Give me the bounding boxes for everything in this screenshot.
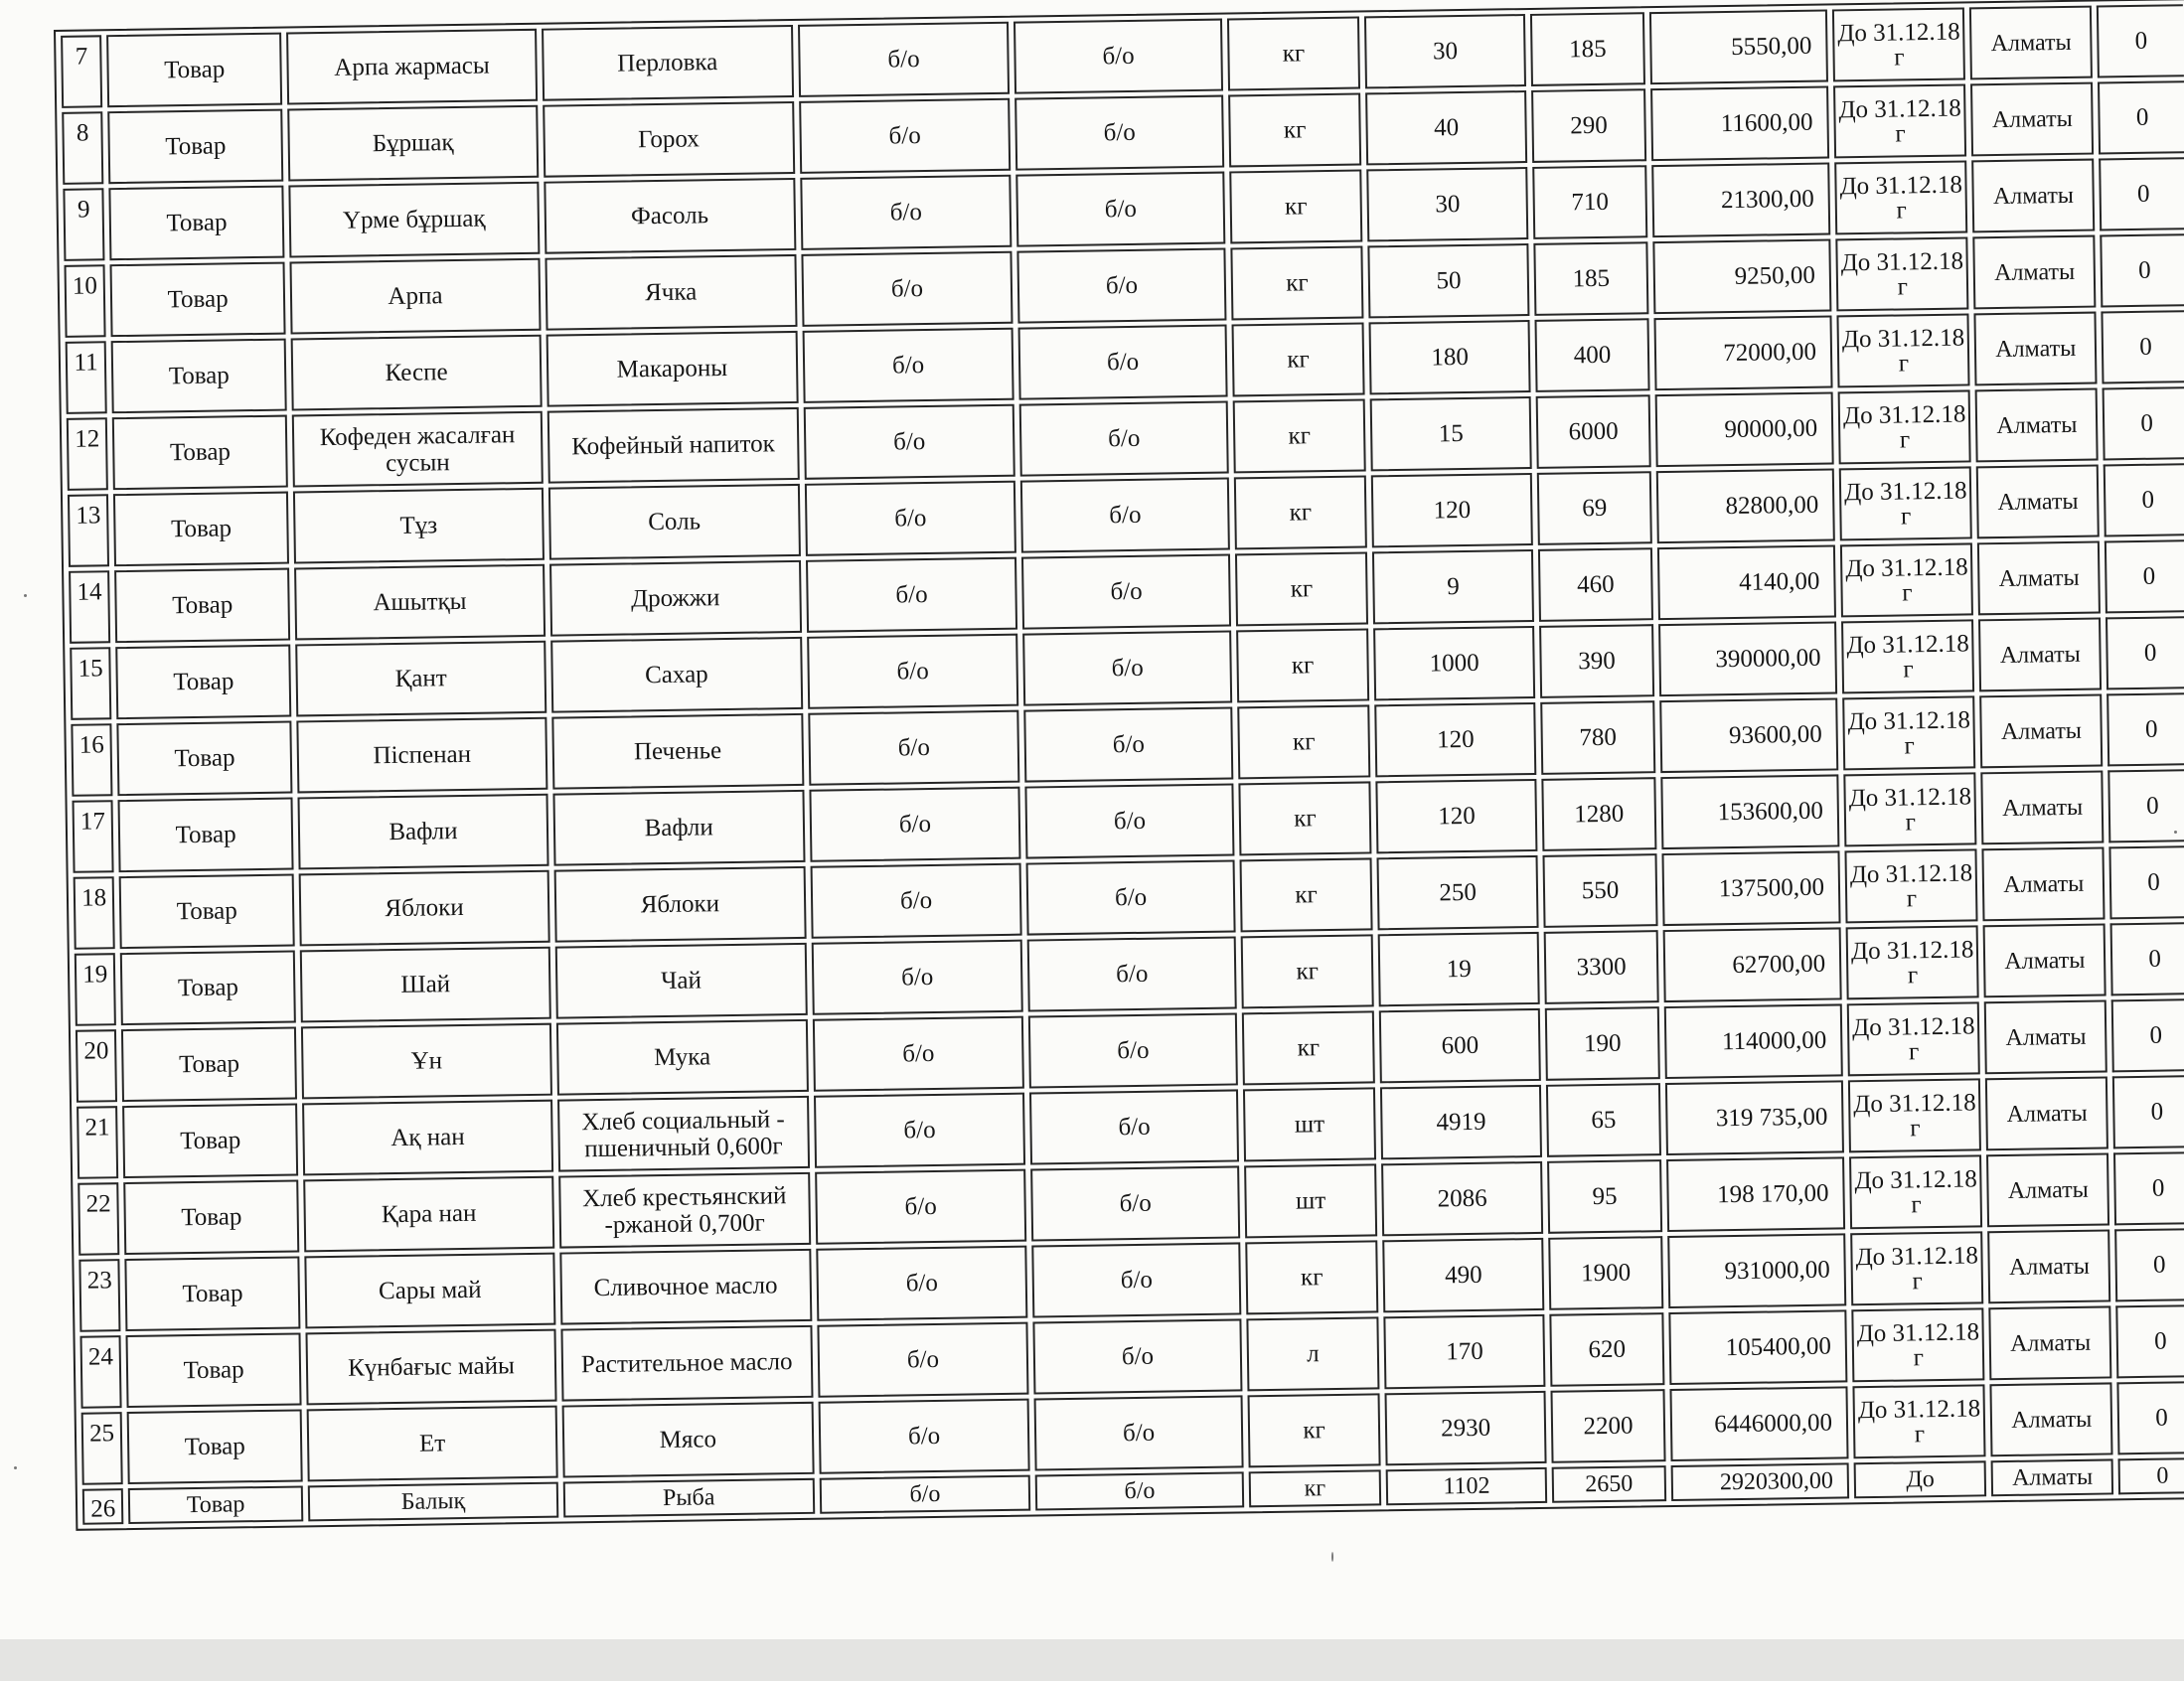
cell-unit: кг: [1227, 17, 1361, 91]
cell-col5: б/о: [814, 1093, 1026, 1168]
cell-name-kz: Ақ нан: [302, 1100, 553, 1176]
cell-type: Товар: [106, 33, 282, 108]
cell-qty: 40: [1365, 90, 1527, 165]
cell-last: 0: [2103, 386, 2184, 460]
cell-price: 3300: [1544, 930, 1659, 1004]
cell-deadline: До 31.12.18 г: [1834, 160, 1968, 234]
cell-name-kz: Сары май: [304, 1253, 555, 1329]
cell-place: Алматы: [1978, 618, 2102, 692]
cell-col6: б/о: [1017, 248, 1226, 324]
cell-place: Алматы: [1973, 235, 2097, 310]
cell-sum: 931000,00: [1667, 1233, 1846, 1308]
cell-col5: б/о: [812, 1016, 1024, 1092]
cell-price: 185: [1530, 12, 1645, 86]
cell-type: Товар: [128, 1485, 303, 1524]
cell-col5: б/о: [819, 1475, 1030, 1514]
cell-col6: б/о: [1029, 1089, 1238, 1164]
cell-name-ru: Яблоки: [553, 866, 806, 943]
cell-col6: б/о: [1030, 1165, 1239, 1241]
cell-qty: 1000: [1373, 626, 1535, 700]
cell-type: Товар: [107, 109, 283, 185]
cell-name-kz: Арпа жармасы: [286, 29, 538, 105]
cell-sum: 137500,00: [1661, 850, 1840, 926]
cell-deadline: До: [1854, 1460, 1987, 1498]
cell-name-kz: Яблоки: [299, 870, 550, 947]
cell-name-kz: Үрме бұршақ: [288, 182, 540, 258]
cell-sum: 21300,00: [1651, 163, 1830, 238]
cell-sum: 2920300,00: [1671, 1462, 1850, 1501]
cell-col5: б/о: [805, 481, 1017, 556]
cell-price: 1280: [1541, 777, 1656, 851]
cell-type: Товар: [111, 339, 287, 414]
cell-sum: 4140,00: [1657, 544, 1836, 620]
cell-type: Товар: [117, 721, 293, 797]
cell-sum: 6446000,00: [1669, 1386, 1848, 1461]
cell-no: 8: [62, 111, 103, 185]
cell-price: 95: [1547, 1159, 1662, 1234]
cell-col6: б/о: [1025, 783, 1234, 858]
cell-qty: 180: [1369, 320, 1531, 394]
cell-name-ru: Чай: [555, 943, 808, 1019]
cell-unit: кг: [1247, 1393, 1381, 1467]
cell-last: 0: [2106, 692, 2184, 766]
cell-name-kz: Балық: [308, 1482, 558, 1522]
cell-name-kz: Бұршақ: [287, 105, 539, 182]
cell-name-ru: Мясо: [561, 1402, 814, 1478]
cell-qty: 30: [1366, 167, 1528, 241]
cell-type: Товар: [109, 186, 285, 261]
scan-bottom-strip: [0, 1639, 2184, 1681]
cell-name-kz: Вафли: [298, 794, 549, 870]
cell-price: 620: [1549, 1312, 1664, 1387]
goods-table: [54, 0, 2184, 1531]
cell-qty: 2930: [1385, 1391, 1547, 1465]
cell-unit: кг: [1229, 169, 1363, 243]
cell-deadline: До 31.12.18 г: [1844, 848, 1978, 923]
cell-sum: 105400,00: [1668, 1309, 1847, 1385]
cell-qty: 120: [1376, 779, 1538, 853]
cell-sum: 5550,00: [1649, 10, 1828, 85]
cell-last: 0: [2110, 922, 2184, 995]
cell-qty: 1102: [1386, 1467, 1547, 1505]
scan-speck: [14, 1466, 17, 1469]
cell-no: 16: [71, 723, 112, 797]
cell-sum: 72000,00: [1653, 315, 1832, 390]
cell-col5: б/о: [816, 1246, 1028, 1321]
cell-price: 400: [1534, 318, 1649, 392]
cell-type: Товар: [121, 1026, 297, 1102]
cell-last: 0: [2104, 463, 2184, 536]
cell-no: 23: [78, 1259, 120, 1332]
cell-col5: б/о: [818, 1399, 1030, 1474]
cell-deadline: До 31.12.18 г: [1832, 7, 1966, 81]
cell-place: Алматы: [1984, 999, 2107, 1074]
cell-deadline: До 31.12.18 г: [1849, 1154, 1983, 1229]
cell-no: 13: [68, 494, 109, 567]
cell-col6: б/о: [1014, 19, 1222, 94]
cell-type: Товар: [113, 492, 289, 567]
scan-speck: [1331, 1552, 1333, 1562]
cell-unit: кг: [1239, 857, 1373, 932]
cell-col5: б/о: [808, 710, 1020, 786]
cell-type: Товар: [112, 415, 288, 491]
cell-col5: б/о: [809, 787, 1021, 862]
cell-unit: шт: [1243, 1087, 1377, 1161]
cell-no: 15: [70, 647, 111, 720]
cell-no: 10: [65, 264, 106, 338]
cell-last: 0: [2097, 4, 2184, 77]
cell-name-ru: Соль: [548, 484, 801, 560]
cell-no: 24: [80, 1335, 122, 1409]
cell-deadline: До 31.12.18 г: [1848, 1078, 1982, 1152]
cell-place: Алматы: [1969, 6, 2093, 80]
cell-col6: б/о: [1034, 1395, 1243, 1470]
cell-deadline: До 31.12.18 г: [1846, 925, 1980, 999]
cell-last: 0: [2106, 616, 2184, 689]
cell-unit: кг: [1248, 1469, 1381, 1507]
cell-unit: кг: [1231, 322, 1365, 396]
cell-col6: б/о: [1021, 553, 1230, 629]
cell-deadline: До 31.12.18 г: [1833, 83, 1967, 158]
cell-sum: 390000,00: [1658, 621, 1837, 696]
cell-name-ru: Кофейный напиток: [547, 407, 800, 484]
cell-place: Алматы: [1981, 770, 2105, 844]
cell-name-kz: Ұн: [301, 1023, 552, 1100]
cell-unit: шт: [1244, 1163, 1378, 1238]
cell-col6: б/о: [1020, 478, 1229, 553]
cell-unit: кг: [1228, 92, 1362, 167]
cell-col5: б/о: [817, 1322, 1029, 1398]
cell-deadline: До 31.12.18 г: [1841, 619, 1975, 693]
cell-col5: б/о: [811, 940, 1023, 1015]
cell-qty: 19: [1378, 932, 1540, 1006]
cell-no: 17: [73, 800, 114, 873]
cell-sum: 9250,00: [1652, 238, 1831, 314]
cell-qty: 250: [1377, 855, 1539, 930]
cell-qty: 50: [1368, 243, 1530, 318]
cell-type: Товар: [127, 1409, 303, 1484]
cell-name-ru: Горох: [543, 101, 795, 178]
cell-deadline: До 31.12.18 г: [1851, 1307, 1985, 1382]
cell-last: 0: [2102, 310, 2184, 383]
cell-sum: 319 735,00: [1665, 1080, 1844, 1155]
cell-unit: кг: [1230, 245, 1364, 320]
cell-name-ru: Растительное масло: [560, 1325, 813, 1402]
cell-name-ru: Фасоль: [544, 178, 796, 254]
cell-name-kz: Кофеден жасалған сусын: [292, 411, 544, 488]
cell-col5: б/о: [815, 1169, 1027, 1245]
cell-deadline: До 31.12.18 г: [1836, 313, 1970, 387]
cell-name-kz: Қара нан: [303, 1176, 554, 1253]
cell-name-ru: Сахар: [550, 637, 803, 713]
cell-price: 390: [1539, 624, 1654, 698]
cell-price: 550: [1542, 853, 1657, 928]
cell-type: Товар: [123, 1179, 299, 1255]
cell-last: 0: [2100, 233, 2184, 307]
cell-col6: б/о: [1016, 172, 1225, 247]
cell-qty: 120: [1371, 473, 1533, 547]
cell-no: 18: [74, 876, 115, 950]
cell-price: 69: [1537, 471, 1652, 545]
cell-col6: б/о: [1024, 706, 1233, 782]
cell-price: 1900: [1548, 1236, 1663, 1310]
cell-sum: 90000,00: [1655, 391, 1834, 467]
cell-col5: б/о: [798, 22, 1011, 97]
cell-col5: б/о: [800, 175, 1013, 250]
cell-place: Алматы: [1983, 923, 2106, 997]
cell-name-kz: Ашытқы: [294, 564, 546, 641]
cell-name-ru: Дрожжи: [549, 560, 802, 637]
cell-deadline: До 31.12.18 г: [1835, 236, 1969, 311]
cell-no: 12: [67, 417, 108, 491]
cell-col5: б/о: [807, 634, 1019, 709]
cell-qty: 15: [1370, 396, 1532, 471]
cell-no: 11: [66, 341, 107, 414]
cell-unit: кг: [1235, 551, 1369, 626]
cell-col6: б/о: [1026, 859, 1235, 935]
cell-col5: б/о: [801, 251, 1014, 327]
cell-place: Алматы: [1985, 1076, 2108, 1150]
cell-col5: б/о: [810, 863, 1022, 939]
cell-type: Товар: [125, 1256, 301, 1331]
cell-sum: 198 170,00: [1666, 1156, 1845, 1232]
cell-price: 65: [1546, 1083, 1661, 1157]
cell-qty: 490: [1382, 1238, 1544, 1312]
cell-type: Товар: [126, 1332, 302, 1408]
cell-place: Алматы: [1970, 82, 2094, 157]
cell-no: 7: [61, 35, 102, 108]
cell-deadline: До 31.12.18 г: [1840, 542, 1974, 617]
cell-unit: кг: [1234, 475, 1368, 549]
cell-deadline: До 31.12.18 г: [1838, 389, 1972, 464]
cell-col5: б/о: [806, 557, 1018, 633]
cell-price: 2200: [1550, 1389, 1665, 1463]
cell-price: 460: [1538, 547, 1653, 622]
cell-price: 6000: [1536, 394, 1651, 469]
cell-name-ru: Вафли: [552, 790, 805, 866]
cell-last: 0: [2098, 80, 2184, 154]
cell-col5: б/о: [803, 404, 1015, 480]
cell-unit: кг: [1238, 781, 1372, 855]
cell-name-kz: Күнбағыс майы: [306, 1329, 557, 1406]
cell-price: 185: [1533, 241, 1648, 316]
cell-unit: кг: [1236, 628, 1370, 702]
cell-no: 9: [63, 188, 104, 261]
cell-no: 22: [78, 1182, 119, 1256]
table-sheet: [54, 0, 2184, 1523]
cell-price: 2650: [1552, 1465, 1667, 1503]
cell-name-ru: Рыба: [563, 1478, 815, 1518]
cell-place: Алматы: [1977, 541, 2101, 616]
cell-place: Алматы: [1990, 1382, 2113, 1456]
cell-name-ru: Макароны: [546, 331, 798, 407]
cell-place: Алматы: [1980, 693, 2104, 768]
cell-name-ru: Хлеб крестьянский -ржаной 0,700г: [558, 1172, 811, 1249]
cell-name-kz: Шай: [300, 947, 551, 1023]
cell-no: 19: [75, 953, 116, 1026]
cell-unit: кг: [1232, 398, 1366, 473]
cell-last: 0: [2105, 539, 2184, 613]
cell-name-kz: Піспенан: [296, 717, 547, 794]
cell-price: 780: [1540, 700, 1655, 775]
cell-unit: кг: [1240, 934, 1374, 1008]
cell-name-kz: Арпа: [290, 258, 542, 335]
cell-no: 21: [77, 1106, 118, 1179]
cell-last: 0: [2117, 1381, 2184, 1454]
cell-last: 0: [2112, 1075, 2184, 1148]
cell-deadline: До 31.12.18 г: [1850, 1231, 1984, 1305]
cell-name-kz: Қант: [295, 641, 546, 717]
cell-sum: 114000,00: [1664, 1003, 1843, 1079]
cell-col6: б/о: [1014, 95, 1223, 171]
cell-deadline: До 31.12.18 г: [1847, 1001, 1981, 1076]
cell-last: 0: [2113, 1151, 2184, 1225]
cell-sum: 153600,00: [1660, 774, 1839, 849]
cell-place: Алматы: [1972, 159, 2096, 233]
cell-price: 710: [1532, 165, 1647, 239]
cell-last: 0: [2109, 845, 2184, 919]
cell-sum: 11600,00: [1650, 86, 1829, 162]
cell-name-ru: Сливочное масло: [559, 1249, 812, 1325]
cell-unit: кг: [1245, 1240, 1379, 1314]
cell-last: 0: [2099, 157, 2184, 230]
cell-name-ru: Печенье: [551, 713, 804, 790]
cell-col6: б/о: [1018, 325, 1227, 400]
cell-price: 290: [1531, 88, 1646, 163]
cell-unit: кг: [1237, 704, 1371, 779]
cell-qty: 2086: [1381, 1161, 1543, 1236]
cell-qty: 9: [1372, 549, 1534, 624]
cell-last: 0: [2118, 1457, 2184, 1494]
cell-deadline: До 31.12.18 г: [1843, 772, 1977, 846]
cell-qty: 120: [1374, 702, 1536, 777]
cell-name-kz: Кеспе: [291, 335, 543, 411]
cell-no: 26: [82, 1488, 124, 1525]
cell-place: Алматы: [1982, 846, 2106, 921]
cell-col6: б/о: [1032, 1242, 1241, 1317]
table-body: [61, 4, 2184, 1525]
cell-place: Алматы: [1989, 1305, 2112, 1380]
cell-deadline: До 31.12.18 г: [1842, 695, 1976, 770]
cell-place: Алматы: [1975, 388, 2099, 463]
cell-place: Алматы: [1974, 312, 2098, 386]
cell-col6: б/о: [1022, 630, 1231, 705]
cell-last: 0: [2114, 1228, 2184, 1301]
cell-type: Товар: [118, 798, 294, 873]
cell-col6: б/о: [1033, 1318, 1242, 1394]
cell-last: 0: [2111, 998, 2184, 1072]
cell-place: Алматы: [1986, 1152, 2109, 1227]
cell-type: Товар: [119, 874, 295, 950]
cell-col5: б/о: [799, 98, 1012, 174]
cell-name-ru: Перловка: [542, 25, 794, 101]
cell-type: Товар: [110, 262, 286, 338]
cell-deadline: До 31.12.18 г: [1852, 1384, 1986, 1458]
scan-speck: [24, 594, 27, 597]
cell-sum: 62700,00: [1663, 927, 1842, 1002]
cell-qty: 600: [1379, 1008, 1541, 1083]
cell-type: Товар: [114, 568, 290, 644]
cell-type: Товар: [120, 951, 296, 1026]
cell-sum: 82800,00: [1656, 468, 1835, 543]
cell-col6: б/о: [1027, 936, 1236, 1011]
cell-price: 190: [1545, 1006, 1660, 1081]
cell-col5: б/о: [802, 328, 1014, 403]
cell-qty: 170: [1384, 1314, 1546, 1389]
cell-name-ru: Хлеб социальный - пшеничный 0,600г: [557, 1096, 810, 1172]
cell-deadline: До 31.12.18 г: [1839, 466, 1973, 540]
cell-no: 20: [76, 1029, 117, 1103]
cell-place: Алматы: [1991, 1458, 2113, 1496]
cell-col6: б/о: [1035, 1471, 1244, 1510]
cell-qty: 4919: [1380, 1085, 1542, 1159]
cell-place: Алматы: [1988, 1229, 2111, 1303]
cell-qty: 30: [1364, 14, 1526, 88]
cell-place: Алматы: [1976, 465, 2100, 539]
cell-name-kz: Тұз: [293, 488, 545, 564]
cell-unit: л: [1246, 1316, 1380, 1391]
cell-col6: б/о: [1019, 401, 1228, 477]
cell-type: Товар: [122, 1103, 298, 1178]
cell-name-kz: Ет: [307, 1406, 558, 1482]
cell-name-ru: Мука: [556, 1019, 809, 1096]
cell-name-ru: Ячка: [545, 254, 797, 331]
cell-last: 0: [2115, 1304, 2184, 1378]
cell-no: 14: [69, 570, 110, 644]
cell-type: Товар: [115, 645, 291, 720]
cell-sum: 93600,00: [1659, 697, 1838, 773]
cell-last: 0: [2107, 769, 2184, 842]
scan-speck: [2174, 831, 2177, 834]
cell-no: 25: [81, 1412, 123, 1485]
cell-col6: б/о: [1028, 1012, 1237, 1088]
cell-unit: кг: [1242, 1010, 1376, 1085]
